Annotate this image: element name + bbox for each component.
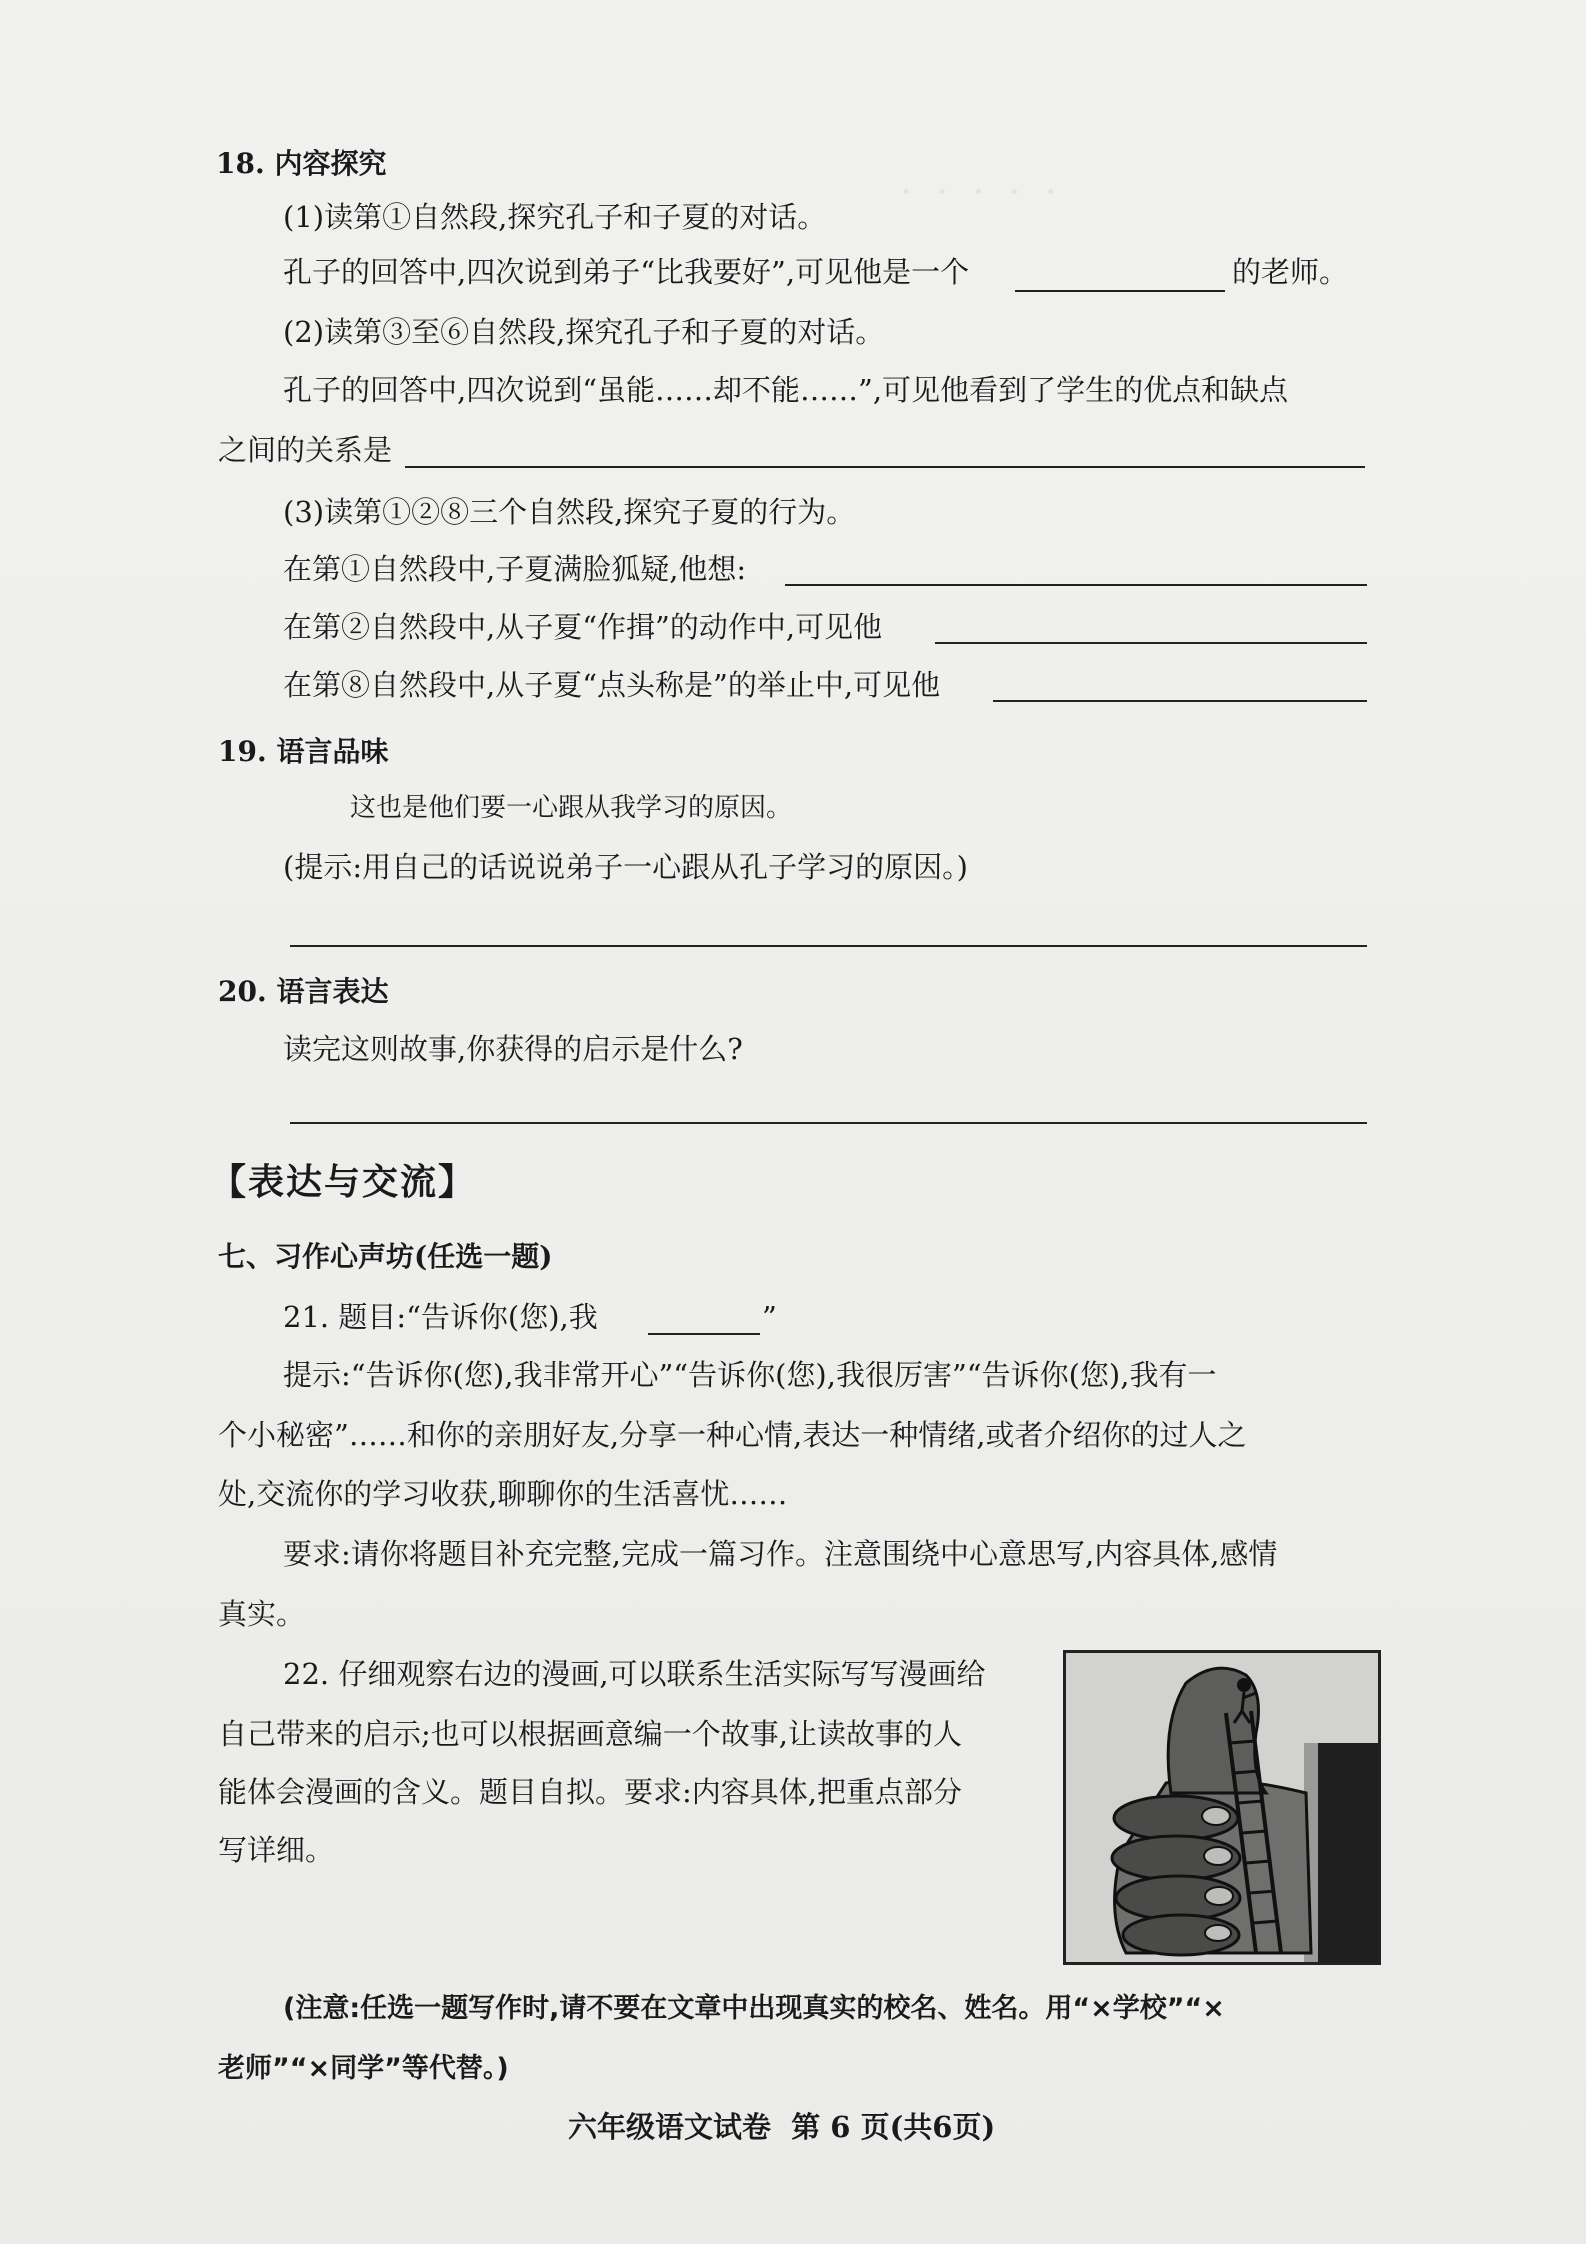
note-line1: (注意:任选一题写作时,请不要在文章中出现真实的校名、姓名。用“×学校”“× (283, 1993, 1225, 2024)
q18-p1-text-before: 孔子的回答中,四次说到弟子“比我要好”,可见他是一个 (283, 255, 970, 289)
q18-p1-instruction: (1)读第①自然段,探究孔子和子夏的对话。 (283, 200, 827, 234)
q20-answer-line[interactable] (290, 1122, 1367, 1124)
q18-p2-instruction: (2)读第③至⑥自然段,探究孔子和子夏的对话。 (283, 315, 885, 349)
q18-p1-blank[interactable] (1015, 290, 1225, 292)
q18-title: 18. 内容探究 (216, 147, 387, 180)
q18-p3-blank2[interactable] (935, 642, 1367, 644)
q18-p3-blank1[interactable] (785, 584, 1367, 586)
section-title: 【表达与交流】 (210, 1161, 477, 1202)
bleed-through: · · · · · (900, 170, 1063, 214)
q19-hint: (提示:用自己的话说说弟子一心跟从孔子学习的原因。) (283, 850, 968, 884)
q19-answer-line[interactable] (290, 945, 1367, 947)
q22-line4: 写详细。 (218, 1833, 335, 1867)
q21-title-before: 21. 题目:“告诉你(您),我 (283, 1300, 598, 1334)
q21-title-blank[interactable] (648, 1333, 760, 1335)
q18-p2-text-line2: 之间的关系是 (218, 433, 393, 467)
q18-p2-text-line1: 孔子的回答中,四次说到“虽能……却不能……”,可见他看到了学生的优点和缺点 (283, 373, 1289, 407)
q18-p3-line3: 在第⑧自然段中,从子夏“点头称是”的举止中,可见他 (283, 668, 941, 702)
q21-req-line1: 要求:请你将题目补充完整,完成一篇习作。注意围绕中心意思写,内容具体,感情 (283, 1537, 1278, 1571)
q18-p3-line1: 在第①自然段中,子夏满脸狐疑,他想: (283, 552, 747, 586)
q18-p3-blank3[interactable] (993, 700, 1367, 702)
q19-quote: 这也是他们要一心跟从我学习的原因。 (350, 793, 793, 823)
q20-title: 20. 语言表达 (218, 975, 389, 1008)
comic-image (1063, 1650, 1381, 1965)
q18-p1-text-after: 的老师。 (1232, 255, 1349, 289)
q22-line1: 22. 仔细观察右边的漫画,可以联系生活实际写写漫画给 (283, 1657, 986, 1691)
q18-p3-instruction: (3)读第①②⑧三个自然段,探究子夏的行为。 (283, 495, 856, 529)
q18-p3-line2: 在第②自然段中,从子夏“作揖”的动作中,可见他 (283, 610, 883, 644)
q21-req-line2: 真实。 (218, 1597, 306, 1631)
q22-line2: 自己带来的启示;也可以根据画意编一个故事,让读故事的人 (218, 1717, 962, 1751)
q22-line3: 能体会漫画的含义。题目自拟。要求:内容具体,把重点部分 (218, 1775, 962, 1809)
q18-p2-blank[interactable] (405, 466, 1365, 468)
q20-question: 读完这则故事,你获得的启示是什么? (283, 1032, 743, 1066)
q19-title: 19. 语言品味 (218, 735, 389, 768)
note-line2: 老师”“×同学”等代替。) (218, 2053, 509, 2084)
q21-title-after: ” (762, 1300, 777, 1334)
q21-hint-line2: 个小秘密”……和你的亲朋好友,分享一种心情,表达一种情绪,或者介绍你的过人之 (218, 1418, 1247, 1452)
q21-hint-line1: 提示:“告诉你(您),我非常开心”“告诉你(您),我很厉害”“告诉你(您),我有一 (283, 1358, 1217, 1392)
page-footer: 六年级语文试卷 第 6 页(共6页) (568, 2110, 996, 2144)
part7-title: 七、习作心声坊(任选一题) (218, 1240, 553, 1273)
comic-hand-ladder-drawing (1066, 1653, 1378, 1962)
q21-hint-line3: 处,交流你的学习收获,聊聊你的生活喜忧…… (218, 1477, 788, 1511)
